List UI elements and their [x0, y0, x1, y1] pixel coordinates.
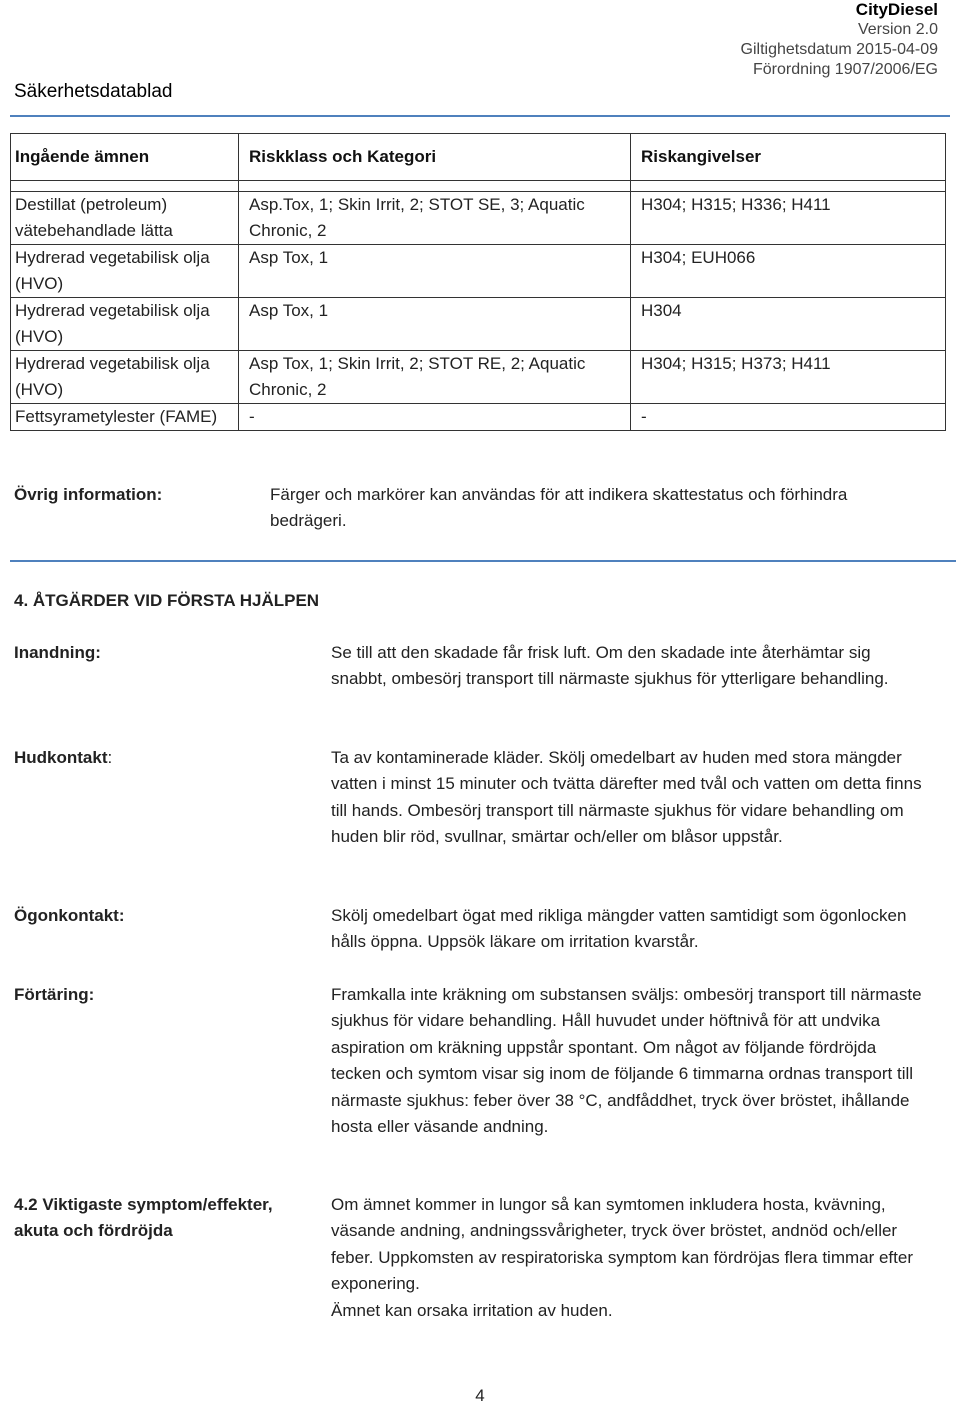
header-divider: [10, 115, 950, 117]
cell-class: -: [239, 404, 631, 431]
validity-date: Giltighetsdatum 2015-04-09: [740, 41, 938, 58]
cell-substance: Hydrerad vegetabilisk olja (HVO): [11, 298, 239, 351]
document-header: [741, 0, 938, 80]
inhalation-text: Se till att den skadade får frisk luft. Om den skadade inte återhämtar sig snabbt, ombesörj transport till närmaste sjukhus för ytterligare behandling.: [331, 643, 889, 689]
cell-class: Asp Tox, 1: [239, 245, 631, 298]
skin-label-text: Hudkontakt: [14, 748, 108, 767]
eye-contact-label: Ögonkontakt:: [14, 906, 125, 925]
cell-hazard: H304; H315; H373; H411: [631, 351, 946, 404]
ingredients-table: [10, 133, 946, 431]
header-hazard: Riskangivelser: [631, 134, 946, 181]
table-row: [11, 245, 946, 298]
inhalation-label: Inandning:: [14, 643, 101, 662]
symptoms-text-skin: Ämnet kan orsaka irritation av huden.: [331, 1300, 613, 1320]
cell-hazard: H304: [631, 298, 946, 351]
header-class: Riskklass och Kategori: [239, 134, 631, 181]
cell-hazard: H304; H315; H336; H411: [631, 192, 946, 245]
symptoms-text: Om ämnet kommer in lungor så kan symtomen inkludera hosta, kvävning, väsande andning, andningssvårigheter, tryck över bröstet, andnöd och/eller feber. Uppkomsten av respiratoriska symptom kan fördröjas flera timmar efter exponering.: [331, 1195, 913, 1294]
table-row: [11, 404, 946, 431]
table-spacer: [11, 181, 946, 192]
cell-substance: Fettsyrametylester (FAME): [11, 404, 239, 431]
cell-substance: Destillat (petroleum) vätebehandlade lätta: [11, 192, 239, 245]
ingestion-text: Framkalla inte kräkning om substansen sväljs: ombesörj transport till närmaste sjukhus för vidare behandling. Håll huvudet under höftnivå för att undvika aspiration om kräkning uppstår spontant. Om något av följande fördröjda tecken och symtom visar sig inom de följande 6 timmarna ordnas transport till närmaste sjukhus: feber över 38 °C, andfåddhet, tryck över bröstet, ihållande hosta eller väsande andning.: [331, 985, 922, 1137]
version: Version 2.0: [857, 21, 938, 38]
table-row: [11, 192, 946, 245]
cell-class: Asp Tox, 1; Skin Irrit, 2; STOT RE, 2; Aquatic Chronic, 2: [239, 351, 631, 404]
cell-substance: Hydrerad vegetabilisk olja (HVO): [11, 245, 239, 298]
eye-contact-text: Skölj omedelbart ögat med rikliga mängder vatten samtidigt som ögonlocken hålls öppna. Uppsök läkare om irritation kvarstår.: [331, 906, 907, 952]
symptoms-label: 4.2 Viktigaste symptom/effekter, akuta och fördröjda: [14, 1195, 273, 1240]
document-title: Säkerhetsdatablad: [14, 81, 173, 102]
table-row: [11, 351, 946, 404]
cell-hazard: -: [631, 404, 946, 431]
regulation: Förordning 1907/2006/EG: [752, 61, 938, 78]
page-number: 4: [475, 1386, 485, 1405]
table-row: [11, 298, 946, 351]
cell-class: Asp Tox, 1: [239, 298, 631, 351]
other-info-label: Övrig information:: [14, 485, 163, 504]
cell-class: Asp.Tox, 1; Skin Irrit, 2; STOT SE, 3; Aquatic Chronic, 2: [239, 192, 631, 245]
cell-hazard: H304; EUH066: [631, 245, 946, 298]
section-divider: [10, 560, 956, 562]
symptoms-text-block: [331, 1192, 931, 1324]
ingestion-label: Förtäring:: [14, 985, 95, 1004]
cell-substance: Hydrerad vegetabilisk olja (HVO): [11, 351, 239, 404]
skin-contact-label: [14, 745, 304, 771]
skin-label-colon: :: [107, 748, 113, 767]
table-header-row: [11, 134, 946, 181]
product-name: CityDiesel: [855, 0, 938, 19]
other-info-text: Färger och markörer kan användas för att indikera skattestatus och förhindra bedrägeri.: [270, 485, 848, 530]
header-substance: Ingående ämnen: [11, 134, 239, 181]
skin-contact-text: Ta av kontaminerade kläder. Skölj omedelbart av huden med stora mängder vatten i minst 15 minuter och tvätta därefter med tvål och vatten om detta finns till hands. Ombesörj transport till närmaste sjukhus för vidare behandling om huden blir röd, svullnar, smärtar och/eller om blåsor uppstår.: [331, 748, 922, 847]
section-4-title: 4. ÅTGÄRDER VID FÖRSTA HJÄLPEN: [14, 591, 320, 610]
